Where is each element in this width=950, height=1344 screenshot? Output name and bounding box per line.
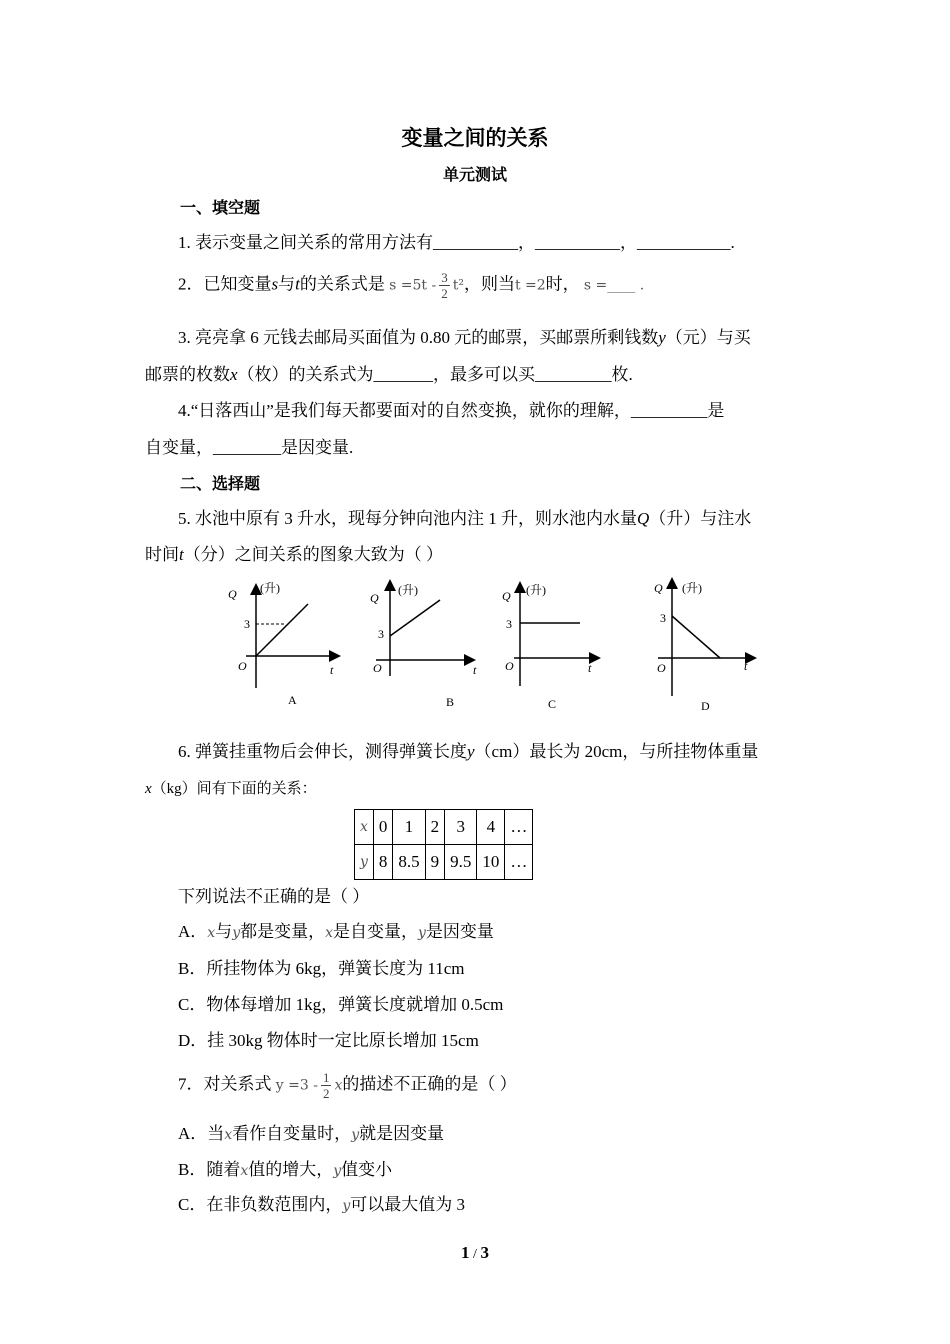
graph-b-unit: (升) [398, 583, 418, 597]
table-cell: … [505, 845, 533, 880]
question-3-line1: 3. 亮亮拿 6 元钱去邮局买面值为 0.80 元的邮票，买邮票所剩钱数y（元）与买 [178, 328, 751, 347]
page-title: 变量之间的关系 [401, 126, 549, 150]
q2-fraction: $\frac{3}{2}$ [441, 270, 448, 301]
graph-c-t: t [588, 661, 592, 675]
table-cell: 9.5 [445, 845, 477, 880]
question-5-line2: 时间t（分）之间关系的图象大致为（ ） [145, 545, 443, 564]
question-4-line1: 4.“日落西山”是我们每天都要面对的自然变换，就你的理解，_________是 [178, 401, 725, 420]
q6-option-a: A．x与y都是变量，x是自变量，y是因变量 [178, 922, 494, 941]
graph-b-origin: O [373, 661, 382, 675]
table-cell: 3 [445, 810, 477, 845]
graph-d-unit: (升) [682, 581, 702, 595]
question-6-line1: 6. 弹簧挂重物后会伸长，测得弹簧长度y（cm）最长为 20cm，与所挂物体重量 [178, 742, 759, 761]
table-cell: 4 [477, 810, 505, 845]
graph-c-unit: (升) [526, 583, 546, 597]
graph-b [370, 582, 477, 709]
question-4-line2: 自变量，________是因变量. [145, 438, 354, 457]
q2-expression: s =5t - [389, 277, 437, 294]
question-1: 1. 表示变量之间关系的常用方法有__________，__________，___________. [178, 233, 735, 252]
graph-c-q: Q [502, 589, 511, 603]
graph-c-origin: O [505, 659, 514, 673]
table-cell: 1 [393, 810, 425, 845]
question-3-line2: 邮票的枚数x（枚）的关系式为_______，最多可以买_________枚. [145, 365, 633, 384]
table-cell: 9 [425, 845, 445, 880]
graph-b-q: Q [370, 591, 379, 605]
section-heading-fill: 一、填空题 [180, 198, 261, 217]
graph-d-label: D [701, 699, 710, 713]
q6-option-c: C．物体每增加 1kg，弹簧长度就增加 0.5cm [178, 995, 504, 1014]
q6-option-d: D．挂 30kg 物体时一定比原长增加 15cm [178, 1031, 479, 1050]
graph-b-label: B [446, 695, 455, 709]
table-row [355, 810, 533, 845]
graph-a-q: Q [228, 587, 237, 601]
graph-a-unit: (升) [260, 581, 280, 595]
table-row [355, 845, 533, 880]
q7-option-a: A．当x看作自变量时，y就是因变量 [178, 1124, 445, 1143]
page-number: 1 / 3 [461, 1243, 489, 1262]
question-5-line1: 5. 水池中原有 3 升水，现每分钟向池内注 1 升，则水池内水量Q（升）与注水 [178, 509, 752, 528]
q7-option-b: B．随着x值的增大，y值变小 [178, 1160, 393, 1179]
table-cell: 8 [373, 845, 393, 880]
graph-a [228, 580, 338, 707]
question-2: 2．已知变量s与t的关系式是 s =5t - $\frac{3}{2}$ t²，则当t =2时， s =____ . [178, 270, 645, 301]
q7-option-c: C．在非负数范围内，y可以最大值为 3 [178, 1195, 466, 1214]
graph-c-label: C [548, 697, 557, 711]
graph-d-origin: O [657, 661, 666, 675]
table-cell: 2 [425, 810, 445, 845]
table-header-x: x [355, 810, 374, 845]
section-heading-choice: 二、选择题 [180, 474, 261, 493]
graph-c-tick: 3 [506, 617, 512, 631]
q7-expression: y =3 - [275, 1077, 318, 1094]
table-header-y: y [355, 845, 374, 880]
answer-graphs [218, 576, 778, 721]
page-subtitle: 单元测试 [442, 165, 507, 184]
graph-a-t: t [330, 663, 334, 677]
graph-a-origin: O [238, 659, 247, 673]
graph-d-tick: 3 [660, 611, 666, 625]
graph-b-t: t [473, 663, 477, 677]
question-6-stem: 下列说法不正确的是（ ） [178, 887, 370, 906]
graph-a-tick: 3 [244, 617, 250, 631]
table-cell: 8.5 [393, 845, 425, 880]
question-7: 7．对关系式 y =3 - $\frac{1}{2}$ x的描述不正确的是（ ） [178, 1070, 517, 1101]
q7-fraction: $\frac{1}{2}$ [322, 1070, 330, 1101]
graph-d-t: t [744, 659, 748, 673]
graph-b-tick: 3 [378, 627, 384, 641]
q6-option-b: B．所挂物体为 6kg，弹簧长度为 11cm [178, 959, 465, 978]
table-cell: 0 [373, 810, 393, 845]
graph-d [654, 580, 754, 713]
table-cell: 10 [477, 845, 505, 880]
question-6-line2: x（kg）间有下面的关系： [145, 781, 317, 797]
table-cell: … [505, 810, 533, 845]
graph-d-q: Q [654, 581, 663, 595]
data-table [354, 809, 533, 880]
graph-a-label: A [288, 693, 297, 707]
graph-c [502, 582, 598, 711]
